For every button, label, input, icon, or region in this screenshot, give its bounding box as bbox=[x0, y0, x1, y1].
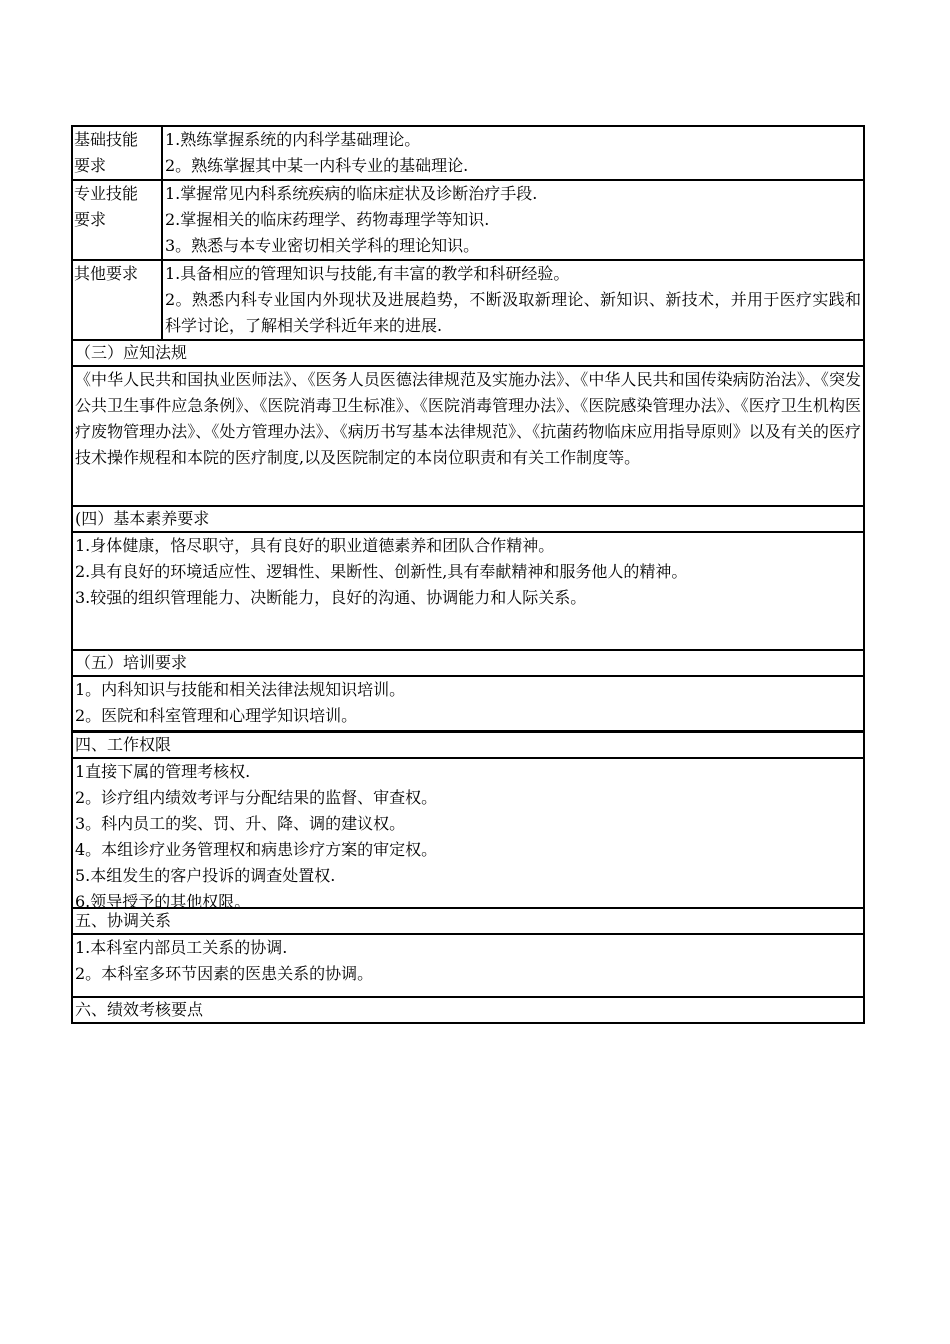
laws-row bbox=[71, 365, 865, 505]
label-line: 要求 bbox=[74, 156, 107, 175]
basic-skills-label bbox=[73, 127, 163, 179]
training-row bbox=[71, 675, 865, 730]
basic-skills-content bbox=[163, 127, 863, 179]
list-item: 2。熟练掌握其中某一内科专业的基础理论. bbox=[165, 156, 469, 175]
basic-skills-row bbox=[71, 125, 865, 179]
list-item: 2。诊疗组内绩效考评与分配结果的监督、审查权。 bbox=[75, 788, 438, 807]
list-item: 2。医院和科室管理和心理学知识培训。 bbox=[75, 706, 358, 725]
list-item: 1.掌握常见内科系统疾病的临床症状及诊断治疗手段. bbox=[165, 184, 538, 203]
label-line: 其他要求 bbox=[74, 264, 139, 283]
list-item: 2.掌握相关的临床药理学、药物毒理学等知识. bbox=[165, 210, 490, 229]
list-item: 2。本科室多环节因素的医患关系的协调。 bbox=[75, 964, 374, 983]
coordination-row bbox=[71, 933, 865, 996]
authority-row bbox=[71, 757, 865, 911]
laws-text: 《中华人民共和国执业医师法》、《医务人员医德法律规范及实施办法》、《中华人民共和国传染病防治法》、《突发公共卫生事件应急条例》、《医院消毒卫生标准》、《医院消毒管理办法》、《医院感染管理办法》、《医疗卫生机构医疗废物管理办法》、《处方管理办法》、《病历书写基本法律规范》、《抗菌药物临床应用指导原则》以及有关的医疗技术操作规程和本院的医疗制度,以及医院制定的本岗位职责和有关工作制度等。 bbox=[75, 370, 861, 467]
other-requirements-label bbox=[73, 261, 163, 339]
section-heading: 五、协调关系 bbox=[75, 911, 172, 930]
qualities-row bbox=[71, 531, 865, 649]
list-item: 1.熟练掌握系统的内科学基础理论。 bbox=[165, 130, 421, 149]
training-heading-row bbox=[71, 649, 865, 675]
list-item: 3.较强的组织管理能力、决断能力，良好的沟通、协调能力和人际关系。 bbox=[75, 588, 587, 607]
authority-heading-row bbox=[71, 730, 865, 757]
section-heading: （三）应知法规 bbox=[75, 343, 188, 362]
label-line: 专业技能 bbox=[74, 184, 139, 203]
other-requirements-row bbox=[71, 259, 865, 339]
professional-skills-label bbox=[73, 181, 163, 259]
section-heading: （五）培训要求 bbox=[75, 653, 188, 672]
section-heading: (四）基本素养要求 bbox=[75, 509, 210, 528]
list-item: 1.具备相应的管理知识与技能,有丰富的教学和科研经验。 bbox=[165, 264, 570, 283]
section-heading: 四、工作权限 bbox=[75, 735, 172, 754]
label-line: 要求 bbox=[74, 210, 107, 229]
list-item: 2.具有良好的环境适应性、逻辑性、果断性、创新性,具有奉献精神和服务他人的精神。 bbox=[75, 562, 688, 581]
laws-heading-row bbox=[71, 339, 865, 365]
professional-skills-content bbox=[163, 181, 863, 259]
list-item: 1直接下属的管理考核权. bbox=[75, 762, 251, 781]
list-item: 6.领导授予的其他权限。 bbox=[75, 892, 251, 911]
list-item: 1.本科室内部员工关系的协调. bbox=[75, 938, 288, 957]
label-line: 基础技能 bbox=[74, 130, 139, 149]
coordination-heading-row bbox=[71, 907, 865, 933]
qualities-heading-row bbox=[71, 505, 865, 531]
other-requirements-content bbox=[163, 261, 863, 339]
section-heading: 六、绩效考核要点 bbox=[75, 1000, 204, 1019]
list-item: 1。内科知识与技能和相关法律法规知识培训。 bbox=[75, 680, 406, 699]
list-item: 1.身体健康，恪尽职守，具有良好的职业道德素养和团队合作精神。 bbox=[75, 536, 555, 555]
job-description-table bbox=[71, 125, 865, 1024]
professional-skills-row bbox=[71, 179, 865, 259]
list-item: 3。科内员工的奖、罚、升、降、调的建议权。 bbox=[75, 814, 406, 833]
list-item: 5.本组发生的客户投诉的调查处置权. bbox=[75, 866, 336, 885]
list-item: 4。本组诊疗业务管理权和病患诊疗方案的审定权。 bbox=[75, 840, 438, 859]
list-item: 2。熟悉内科专业国内外现状及进展趋势，不断汲取新理论、新知识、新技术，并用于医疗实践和科学讨论，了解相关学科近年来的进展. bbox=[165, 290, 861, 335]
list-item: 3。熟悉与本专业密切相关学科的理论知识。 bbox=[165, 236, 480, 255]
performance-heading-row bbox=[71, 996, 865, 1024]
